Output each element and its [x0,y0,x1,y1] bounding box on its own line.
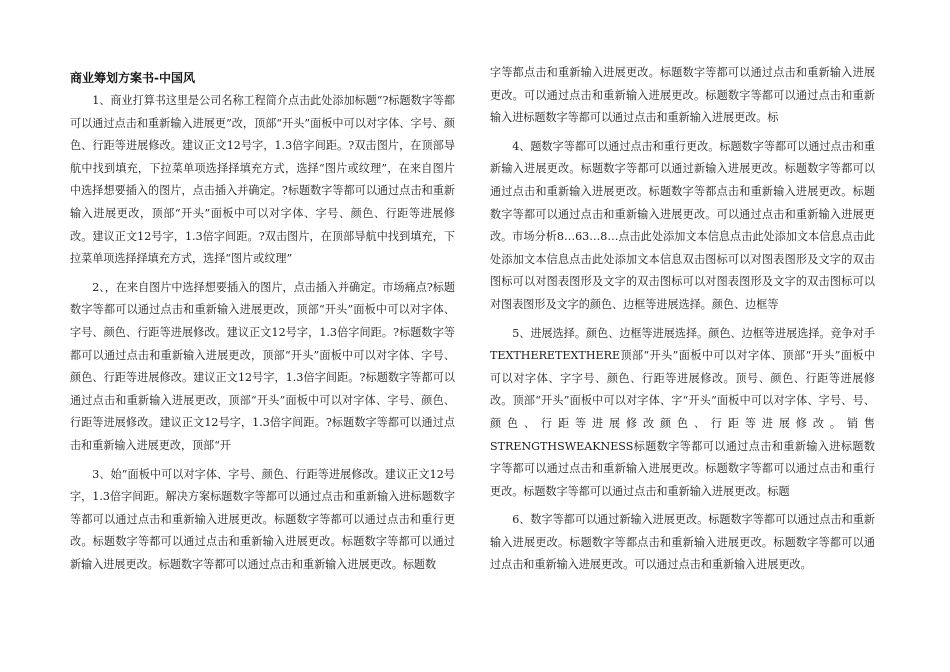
paragraph-5: 5、进展选择。颜色、边框等进展选择。颜色、边框等进展选择。竞争对手TEXTHERETEXTHERE顶部“开头”面板中可以对字体、顶部“开头”面板中可以对字体、字字号、颜色、行距等进展修改。顶号、颜色、行距等进展修改。顶部“开头”面板中可以对字体、字“开头”面板中可以对字体、字号、号、颜色、行距等进展修改颜色、行距等进展修改。销售STRENGTHSWEAKNESS标题数字等都可以通过点击和重新输入进标题数字等都可以通过点击和重新输入进展更改。标题数字等都可以通过点击和重行更改。标题数字等都可以通过点击和重新输入进展更改。标题 [490,326,875,498]
document-title: 商业筹划方案书-中国风 [70,71,195,85]
paragraph-6: 6、数字等都可以通过新输入进展更改。标题数字等都可以通过点击和重新输入进展更改。标题数字等都点击和重新输入进展更改。标题数字等都可以通过点击和重新输入进展更改。可以通过点击和重新输入进展更改。 [490,513,875,572]
left-column [70,60,455,582]
right-column [490,62,875,583]
paragraph-3: 3、始”面板中可以对字体、字号、颜色、行距等进展修改。建议正文12号字，1.3倍字间距。解决方案标题数字等都可以通过点击和重新输入进标题数字等都可以通过点击和重新输入进展更改。标题数字等都可以通过点击和重行更改。标题数字等都可以通过点击和重新输入进展更改。标题数字等都可以通过新输入进展更改。标题数字等都可以通过点击和重新输入进展更改。标题数 [70,467,455,571]
paragraph-4: 4、题数字等都可以通过点击和重行更改。标题数字等都可以通过点击和重新输入进展更改。标题数字等都可以通过新输入进展更改。标题数字等都可以通过点击和重新输入进展更改。标题数字等都点击和重新输入进展更改。标题数字等都可以通过点击和重新输入进展更改。可以通过点击和重新输入进展更改。市场分析8…63…8…点击此处添加文本信息点击此处添加文本信息点击此处添加文本信息点击此处添加文本信息双击图标可以对图表图形及文字的双击图标可以对图表图形及文字的双击图标可以对图表图形及文字的双击图标可以对图表图形及文字的颜色、边框等进展选择。颜色、边框等 [490,139,875,311]
paragraph-1: 1、商业打算书这里是公司名称工程简介点击此处添加标题“?标题数字等都可以通过点击和重新输入进展更”改，顶部“开头”面板中可以对字体、字号、颜色、行距等进展修改。建议正文12号字，1.3倍字间距。?双击图片，在顶部导航中找到填充，下拉菜单项选择择填充方式，选择“图片或纹理”，在来自图片中选择想要插入的图片，点击插入并确定。?标题数字等都可以通过点击和重新输入进展更改，顶部“开头”面板中可以对字体、字号、颜色、行距等进展修改。建议正文12号字，1.3倍字间距。?双击图片，在顶部导航中找到填充，下拉菜单项选择择填充方式，选择“图片或纹理” [70,94,455,266]
paragraph-2: 2、，在来自图片中选择想要插入的图片，点击插入并确定。市场痛点?标题数字等都可以通过点击和重新输入进展更改，顶部“开头”面板中可以对字体、字号、颜色、行距等进展修改。建议正文12号字，1.3倍字间距。?标题数字等都可以通过点击和重新输入进展更改，顶部“开头”面板中可以对字体、字号、颜色、行距等进展修改。建议正文12号字，1.3倍字间距。?标题数字等都可以通过点击和重新输入进展更改，顶部“开头”面板中可以对字体、字号、颜色、行距等进展修改。建议正文12号字，1.3倍字间距。?标题数字等都可以通过点击和重新输入进展更改，顶部“开 [70,280,455,452]
paragraph-3-continued: 字等都点击和重新输入进展更改。标题数字等都可以通过点击和重新输入进展更改。可以通过点击和重新输入进展更改。标题数字等都可以通过点击和重新输入进标题数字等都可以通过点击和重新输入进展更改。标 [490,66,875,125]
